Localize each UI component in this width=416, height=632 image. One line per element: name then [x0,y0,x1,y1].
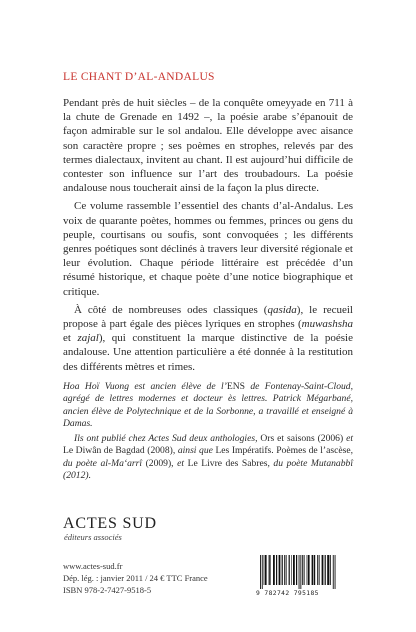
book-title: LE CHANT D’AL-ANDALUS [63,71,215,83]
legal-deposit: Dép. lég. : janvier 2011 / 24 € TTC France [63,573,208,584]
blurb-paragraph-2: Ce volume rassemble l’essentiel des chants d’al-Andalus. Les voix de quarante poètes, hommes ou femmes, princes ou gens du peuple, courtisans ou soufis, sont convoquées ; les différents genres poétiques sont déclinés à travers leur diversité régionale et leur évolution. Chaque période littéraire est précédée d’un résumé historique, et chaque poète d’une notice biographique et critique. [63,200,353,298]
barcode-bar [333,555,334,589]
barcode-bar [276,555,277,585]
barcode-bar [314,555,315,585]
barcode-bar [264,555,265,585]
barcode-bar [269,555,270,585]
barcode-bar [325,555,326,585]
blurb [63,96,353,378]
barcode [256,555,352,599]
barcode-bar [319,555,320,585]
barcode-bar [289,555,290,585]
barcode-bar [270,555,271,585]
barcode-bar [273,555,275,585]
publisher-name: ACTES SUD [63,515,157,532]
blurb-paragraph-3: À côté de nombreuses odes classiques (qasida), le recueil propose à part égale des pièces lyriques en strophes (muwashsha et zajal), qui constituent la marque distinctive de la poésie andalouse. Une attention particulière a été donnée à la restitution des différents mètres et rimes. [63,303,353,373]
isbn: ISBN 978-2-7427-9518-5 [63,585,152,596]
blurb-paragraph-1: Pendant près de huit siècles – de la conquête omeyyade en 711 à la chute de Grenade en 1492 –, la poésie arabe s’épanouit de façon admirable sur le sol andalou. Elle développe avec aisance son caractère propre ; ses poèmes en strophes, relevés par des termes dialectaux, invitent au chant. Il est aujourd’hui difficile de contester son influence sur l’art des troubadours. La poésie andalouse nous toucherait ainsi de la façon la plus directe. [63,97,353,195]
barcode-bar [308,555,310,585]
barcode-bar [302,555,303,585]
publication-info [63,560,208,597]
authors-bio: Hoa Hoï Vuong est ancien élève de l’ENS de Fontenay-Saint-Cloud, agrégé de lettres modernes et docteur ès lettres. Patrick Mégarbané, ancien élève de Polytechnique et de la Sorbonne, a travaillé et enseigné à Damas. [63,381,354,429]
barcode-bar [293,555,295,585]
barcode-bar [286,555,287,585]
barcode-bar [327,555,329,585]
barcode-bars [256,555,352,589]
barcode-bar [307,555,308,585]
barcode-bar [299,555,300,589]
publisher-logo [63,516,157,542]
barcode-number: 9 782742 795185 [256,590,319,597]
barcode-bar [312,555,314,585]
barcode-bar [304,555,305,585]
barcode-bar [330,555,331,585]
publisher-subtitle: éditeurs associés [64,532,122,542]
barcode-bar [260,555,261,589]
barcode-bar [284,555,285,585]
author-credits [63,381,353,485]
barcode-bar [265,555,267,585]
barcode-bar [317,555,318,585]
website: www.actes-sud.fr [63,561,123,571]
barcode-bar [279,555,281,585]
barcode-bar [282,555,283,585]
barcode-bar [291,555,292,585]
barcode-bar [296,555,297,585]
barcode-bar [300,555,301,589]
barcode-bar [335,555,336,589]
barcode-bar [262,555,263,589]
barcode-bar [322,555,324,585]
authors-bibliography: Ils ont publié chez Actes Sud deux anthologies, Ors et saisons (2006) et Le Diwân de Bagdad (2008), ainsi que Les Impératifs. Poèmes de l’ascèse, du poète al-Ma‘arrî (2009), et Le Livre des Sabres, du poète Mutanabbî (2012). [63,433,354,482]
